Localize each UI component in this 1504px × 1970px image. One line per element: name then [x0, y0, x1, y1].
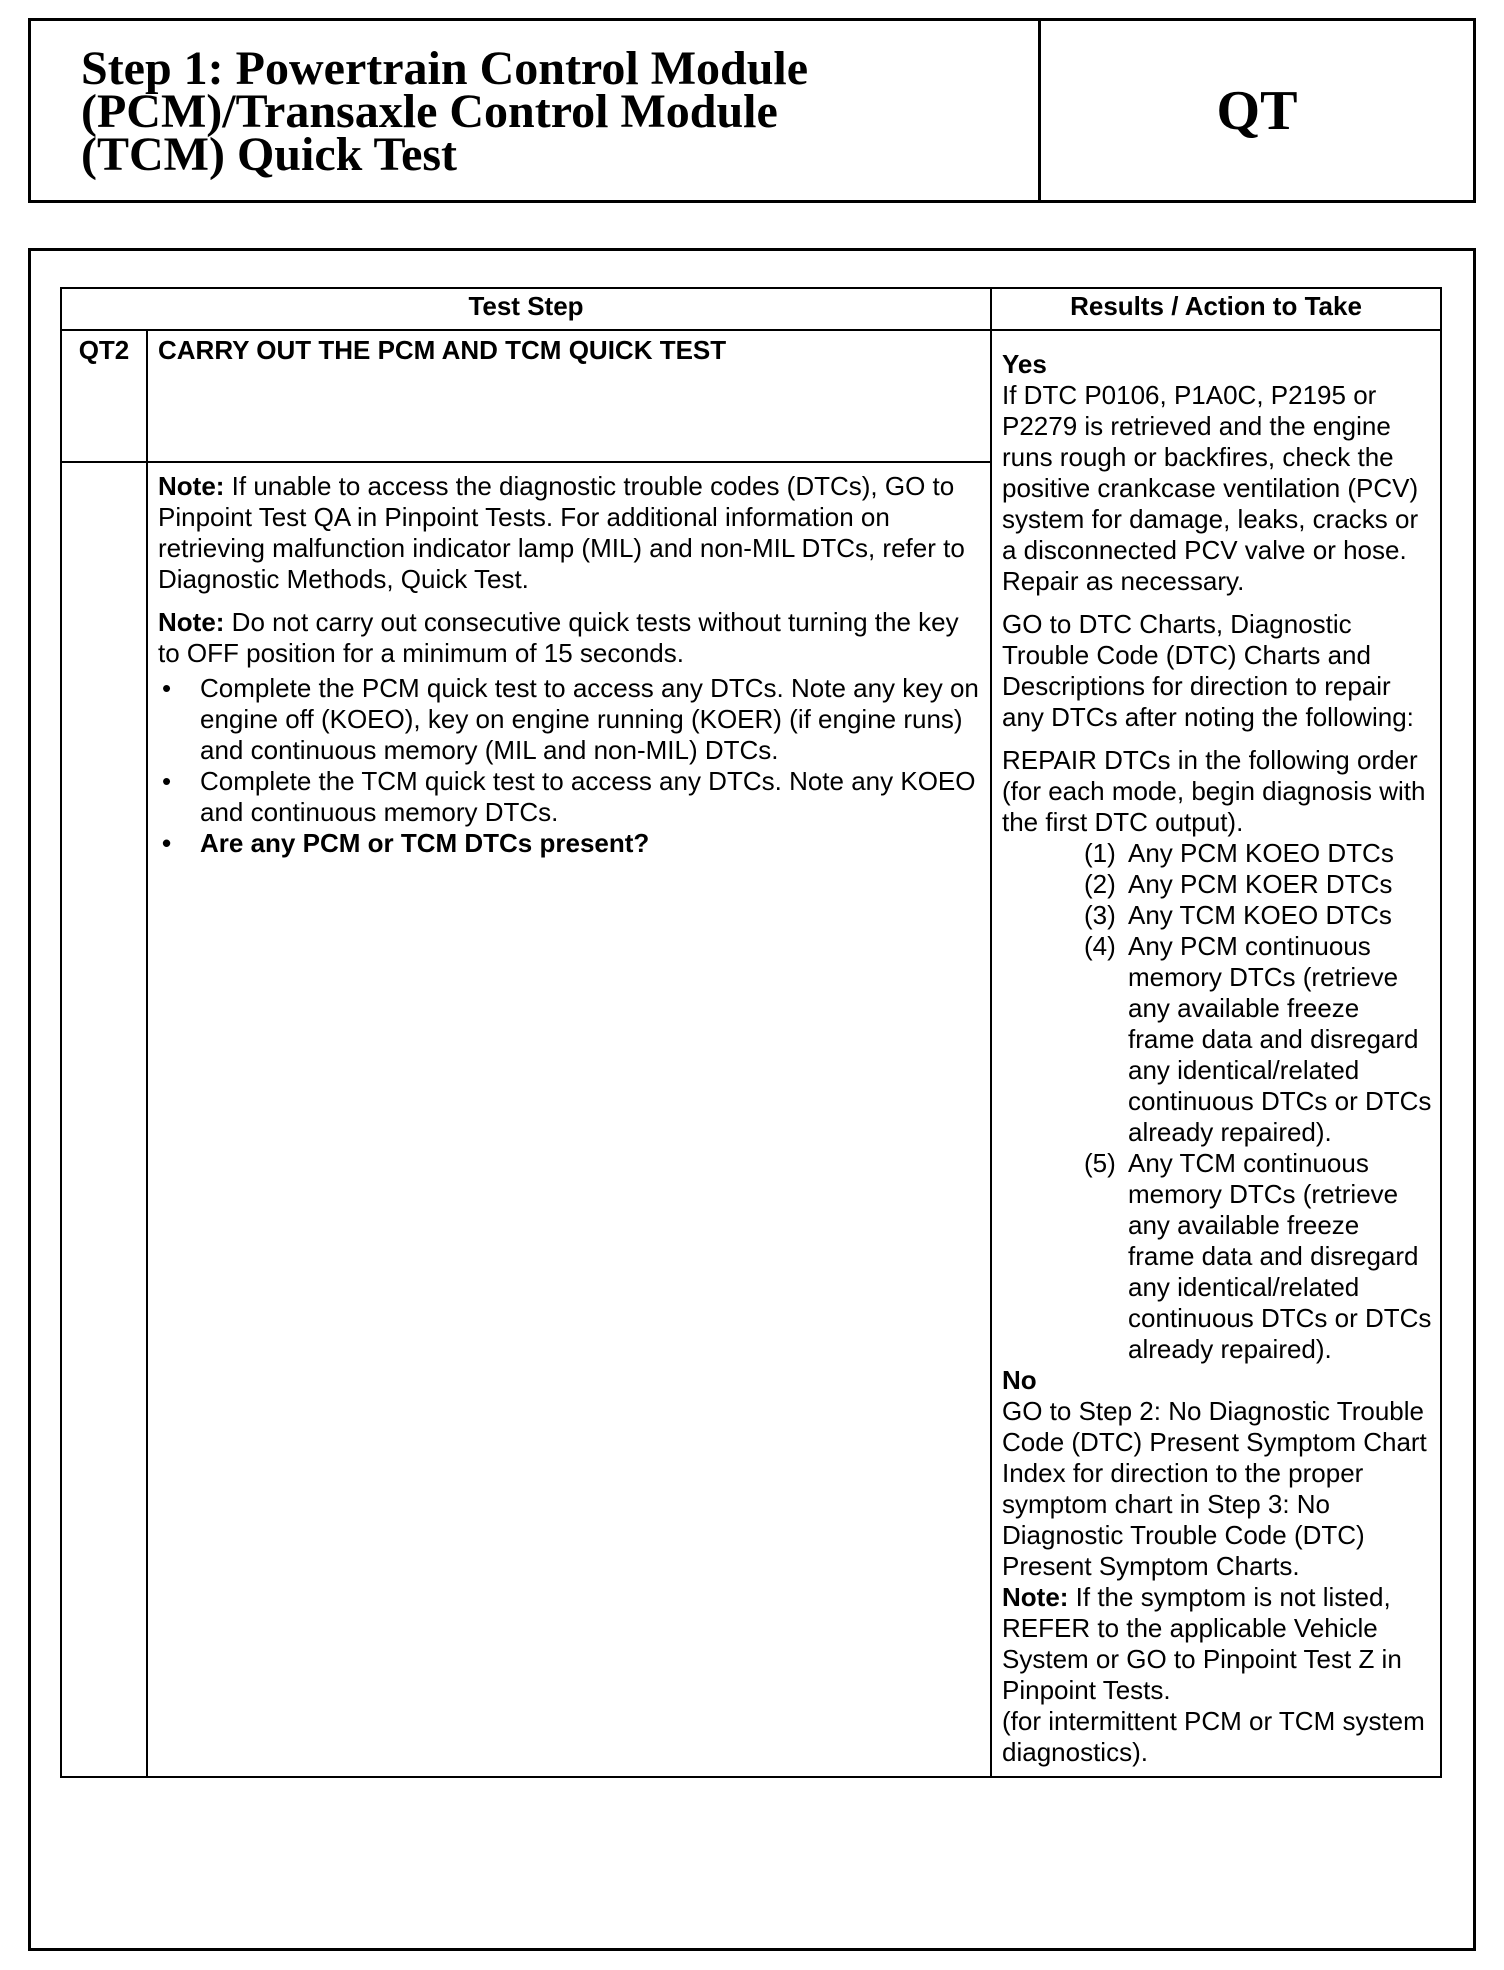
list-item: (1) Any PCM KOEO DTCs	[1084, 838, 1394, 868]
step-title-row	[61, 330, 1441, 462]
list-item: (4) Any PCM continuous memory DTCs (retrieve any available freeze frame data and disregard any identical/related continuous DTCs or DTCs already repaired).	[1084, 931, 1432, 1147]
list-item: (3) Any TCM KOEO DTCs	[1084, 900, 1392, 930]
test-step-header: Test Step	[61, 288, 991, 330]
step-title: CARRY OUT THE PCM AND TCM QUICK TEST	[147, 330, 991, 462]
title-line-2: (PCM)/Transaxle Control Module	[81, 85, 778, 138]
list-item: • Are any PCM or TCM DTCs present?	[158, 828, 980, 859]
list-item: (5) Any TCM continuous memory DTCs (retrieve any available freeze frame data and disregard any identical/related continuous DTCs or DTCs already repaired).	[1084, 1148, 1432, 1364]
content-frame	[28, 248, 1476, 1951]
page-header	[28, 18, 1476, 203]
note-1: Note: If unable to access the diagnostic trouble codes (DTCs), GO to Pinpoint Test QA in Pinpoint Tests. For additional information on retrieving malfunction indicator lamp (MIL) and non-MIL DTCs, refer to Diagnostic Methods, Quick Test.	[158, 471, 965, 595]
results-cell	[991, 330, 1441, 1777]
no-paragraph-1: GO to Step 2: No Diagnostic Trouble Code (DTC) Present Symptom Chart Index for direction to the proper symptom chart in Step 3: No Diagnostic Trouble Code (DTC) Present Symptom Charts.	[1002, 1396, 1427, 1581]
test-step-table	[60, 287, 1442, 1778]
step-id: QT2	[61, 330, 147, 462]
section-code: QT	[1216, 79, 1298, 142]
results-header: Results / Action to Take	[991, 288, 1441, 330]
no-note: Note: If the symptom is not listed, REFER to the applicable Vehicle System or GO to Pinpoint Test Z in Pinpoint Tests.	[1002, 1582, 1402, 1705]
note-2: Note: Do not carry out consecutive quick tests without turning the key to OFF position for a minimum of 15 seconds.	[158, 607, 959, 669]
list-item: • Complete the TCM quick test to access any DTCs. Note any KOEO and continuous memory DTCs.	[158, 766, 980, 828]
yes-label: Yes	[1002, 349, 1047, 379]
repair-order-list	[1084, 838, 1432, 1365]
no-paragraph-2: (for intermittent PCM or TCM system diagnostics).	[1002, 1706, 1425, 1767]
yes-paragraph-2: GO to DTC Charts, Diagnostic Trouble Code (DTC) Charts and Descriptions for direction to repair any DTCs after noting the following:	[1002, 609, 1414, 732]
table-header-row	[61, 288, 1441, 330]
step-bullets	[158, 673, 980, 859]
step-id-blank	[61, 462, 147, 1777]
list-item: • Complete the PCM quick test to access any DTCs. Note any key on engine off (KOEO), key on engine running (KOER) (if engine runs) and continuous memory (MIL and non-MIL) DTCs.	[158, 673, 980, 766]
yes-paragraph-1: If DTC P0106, P1A0C, P2195 or P2279 is retrieved and the engine runs rough or backfires, check the positive crankcase ventilation (PCV) system for damage, leaks, cracks or a disconnected PCV valve or hose. Repair as necessary.	[1002, 380, 1419, 596]
title-line-3: (TCM) Quick Test	[81, 128, 458, 181]
yes-paragraph-3: REPAIR DTCs in the following order (for each mode, begin diagnosis with the first DTC output).	[1002, 745, 1426, 837]
list-item: (2) Any PCM KOER DTCs	[1084, 869, 1393, 899]
page-title	[31, 21, 1041, 200]
no-label: No	[1002, 1365, 1037, 1395]
step-body	[147, 462, 991, 1777]
title-line-1: Step 1: Powertrain Control Module	[81, 42, 809, 95]
